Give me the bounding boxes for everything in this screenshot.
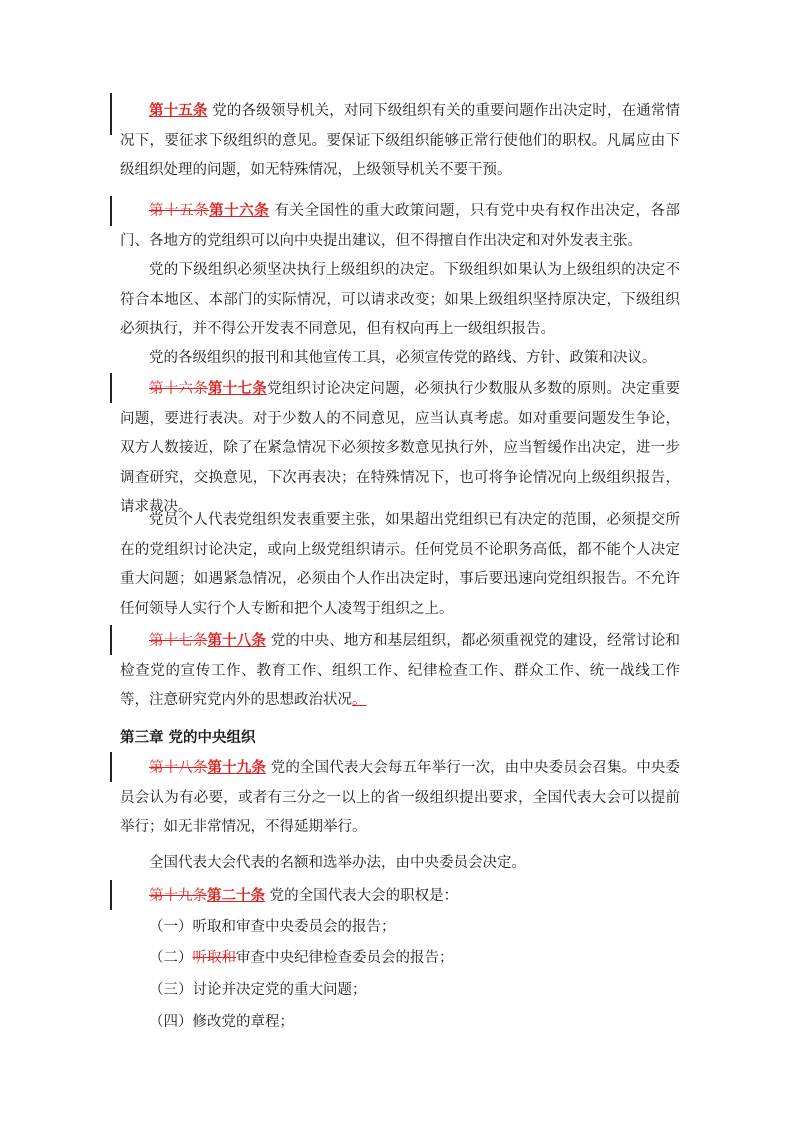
inserted-article-number: 第十七条 <box>208 380 268 397</box>
deleted-article-number: 第十五条 <box>149 203 210 219</box>
deleted-article-number: 第十八条 <box>149 760 208 776</box>
change-bar <box>110 373 112 403</box>
inserted-article-number: 第二十条 <box>207 887 265 904</box>
change-bar <box>110 752 112 782</box>
article-15 <box>120 96 680 186</box>
article-18 <box>120 626 680 716</box>
article-19 <box>120 753 680 843</box>
change-bar <box>110 196 112 226</box>
change-bar <box>110 93 112 135</box>
article-16 <box>120 196 680 256</box>
chapter-heading: 第三章 党的中央组织 <box>120 729 256 746</box>
deleted-article-number: 第十六条 <box>149 381 209 397</box>
list-item-text: 审查中央纪律检查委员会的报告； <box>236 950 454 966</box>
list-item-3: （三）讨论并决定党的重大问题； <box>149 982 367 998</box>
change-bar <box>110 625 112 655</box>
paragraph-lower-orgs: 党的下级组织必须坚决执行上级组织的决定。下级组织如果认为上级组织的决定不符合本地区、本部门的实际情况，可以请求改变；如果上级组织坚持原决定，下级组织必须执行，并不得公开发表不同意见，但有权向再上一级组织报告。 <box>120 262 680 337</box>
article-text: 党的全国代表大会的职权是： <box>269 888 459 904</box>
change-bar <box>110 880 112 910</box>
article-text: 党的全国代表大会每五年举行一次，由中央委员会召集。中央委员会认为有必要，或者有三分之一以上的省一级组织提出要求，全国代表大会可以提前举行；如无非常情况，不得延期举行。 <box>120 760 681 835</box>
article-text: 有关全国性的重大政策问题，只有党中央有权作出决定，各部门、各地方的党组织可以向中央提出建议，但不得擅自作出决定和对外发表主张。 <box>120 203 681 249</box>
inserted-article-number: 第十八条 <box>207 632 266 649</box>
paragraph-press: 党的各级组织的报刊和其他宣传工具，必须宣传党的路线、方针、政策和决议。 <box>149 350 657 366</box>
article-20 <box>120 881 680 912</box>
list-item-2 <box>120 944 680 974</box>
deleted-text: 听取和 <box>192 950 236 966</box>
deleted-article-number: 第十九条 <box>149 888 207 904</box>
inserted-article-number: 第十六条 <box>209 202 270 219</box>
paragraph-member: 党员个人代表党组织发表重要主张，如果超出党组织已有决定的范围，必须提交所在的党组织讨论决定，或向上级党组织请示。任何党员不论职务高低，都不能个人决定重大问题；如遇紧急情况，必须由个人作出决定时，事后要迅速向党组织报告。不允许任何领导人实行个人专断和把个人凌驾于组织之上。 <box>120 512 680 617</box>
inserted-punctuation: 。 <box>352 692 367 708</box>
list-item-prefix: （二） <box>149 950 193 966</box>
article-text: 党的各级领导机关，对同下级组织有关的重要问题作出决定时，在通常情况下，要征求下级组织的意见。要保证下级组织能够正常行使他们的职权。凡属应由下级组织处理的问题，如无特殊情况，上级领导机关不要干预。 <box>120 103 681 178</box>
paragraph-quota: 全国代表大会代表的名额和选举办法，由中央委员会决定。 <box>149 855 526 871</box>
list-item-4: （四）修改党的章程； <box>149 1014 294 1030</box>
deleted-article-number: 第十七条 <box>149 633 208 649</box>
article-text: 党的中央、地方和基层组织，都必须重视党的建设，经常讨论和检查党的宣传工作、教育工作、组织工作、纪律检查工作、群众工作、统一战线工作等，注意研究党内外的思想政治状况 <box>120 633 681 708</box>
list-item-1: （一）听取和审查中央委员会的报告； <box>149 919 396 935</box>
inserted-article-number: 第十九条 <box>207 759 266 776</box>
inserted-article-number: 第十五条 <box>149 102 208 119</box>
article-text: 党组织讨论决定问题，必须执行少数服从多数的原则。决定重要问题，要进行表决。对于少数人的不同意见，应当认真考虑。如对重要问题发生争论，双方人数接近，除了在紧急情况下必须按多数意见执行外，应当暂缓作出决定，进一步调查研究，交换意见，下次再表决；在特殊情况下，也可将争论情况向上级组织报告，请求裁决。 <box>120 381 681 515</box>
article-17 <box>120 374 680 523</box>
